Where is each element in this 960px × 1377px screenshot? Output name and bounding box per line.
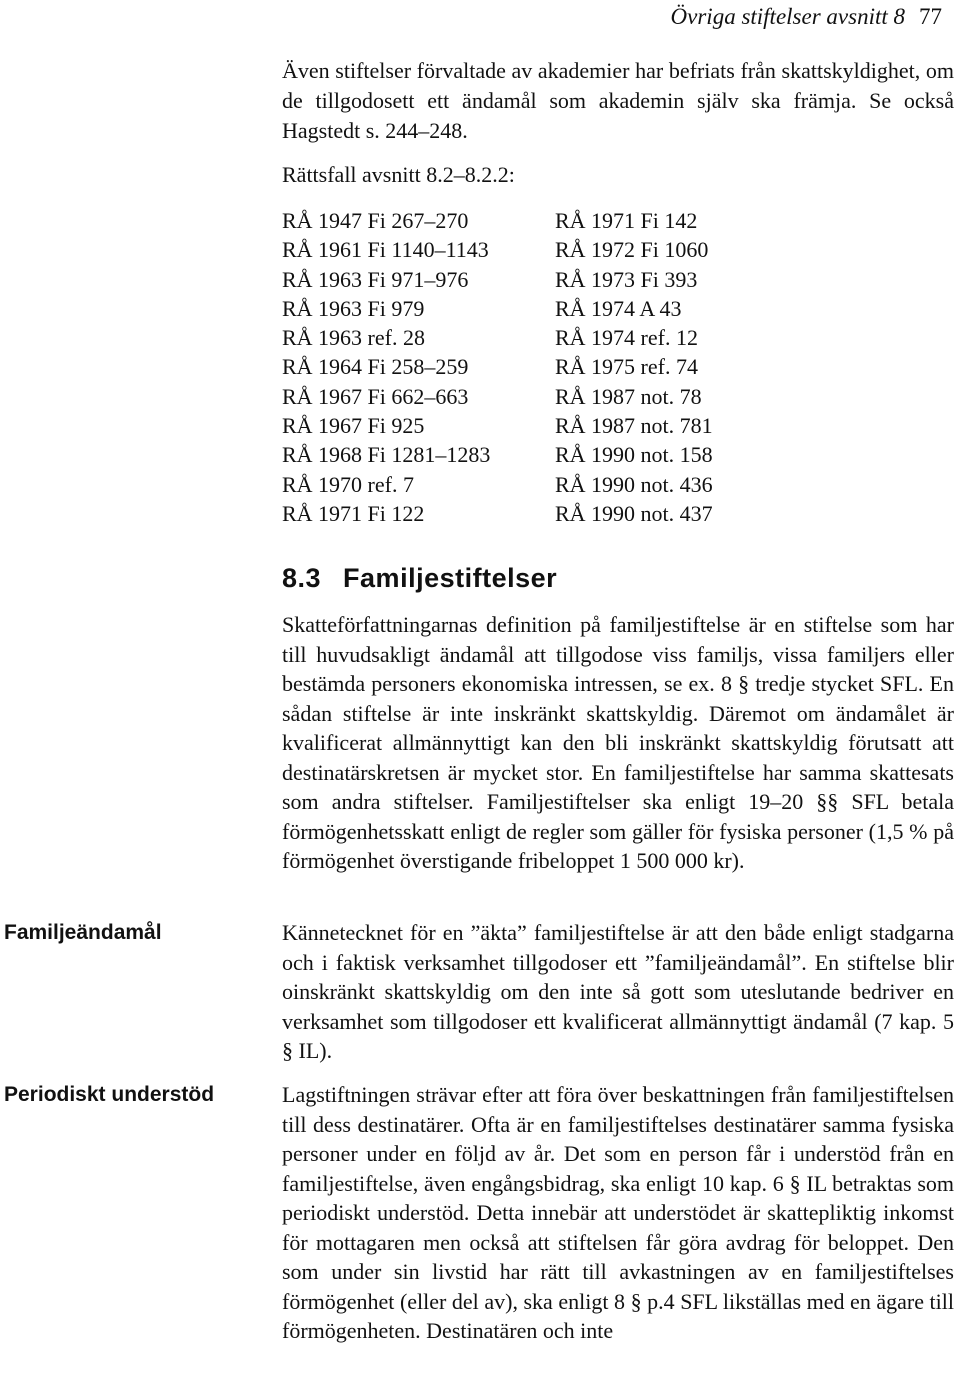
case-reference: RÅ 1963 Fi 979 [282,295,425,321]
case-reference: RÅ 1974 A 43 [555,295,682,321]
running-header-section: Övriga stiftelser avsnitt 8 [670,4,905,29]
case-references-left-column [282,206,490,528]
case-reference: RÅ 1975 ref. 74 [555,354,698,380]
section-number: 8.3 [282,563,322,593]
case-reference: RÅ 1968 Fi 1281–1283 [282,442,491,468]
case-reference: RÅ 1974 ref. 12 [555,325,698,351]
case-reference: RÅ 1990 not. 158 [555,442,713,468]
paragraph-text: Kännetecknet för en ”äkta” familjestiftelse är att den både enligt stadgarna och i faktisk verksamhet tillgodoser ett ”familjeändamål”. En stiftelse blir oinskränkt skattskyldig om den inte så gott som uteslutande bedriver en verksamhet som tillgodoser ett kvalificerat allmännyttigt ändamål (7 kap. 5 § IL). [282,920,954,1063]
body-paragraph-definition [282,610,954,876]
case-reference: RÅ 1967 Fi 662–663 [282,383,469,409]
intro-paragraph [282,56,954,146]
case-reference: RÅ 1990 not. 436 [555,471,713,497]
case-reference: RÅ 1963 Fi 971–976 [282,266,469,292]
margin-note-periodiskt-understod: Periodiskt understöd [4,1083,215,1106]
page-number: 77 [919,4,942,29]
section-title: Familjestiftelser [343,563,558,593]
case-reference: RÅ 1971 Fi 122 [282,500,425,526]
case-reference: RÅ 1987 not. 78 [555,383,702,409]
case-references-heading: Rättsfall avsnitt 8.2–8.2.2: [282,162,515,187]
case-reference: RÅ 1972 Fi 1060 [555,237,709,263]
case-reference: RÅ 1964 Fi 258–259 [282,354,469,380]
intro-text: Även stiftelser förvaltade av akademier har befriats från skattskyldighet, om de tillgodosett ett ändamål som akademin själv ska främja. Se också Hagstedt s. 244–248. [282,58,954,143]
running-header [671,0,942,34]
paragraph-text: Lagstiftningen strävar efter att föra över beskattningen från familjestiftelsen till dess destinatärer. Ofta är en familjestiftelses destinatärer samma fysiska personer under en följd av år. Det som en person får i understöd från en familjestiftelse, även engångsbidrag, ska enligt 10 kap. 6 § IL betraktas som periodiskt understöd. Detta innebär att understödet är skattepliktig inkomst för mottagaren men också att stiftelsen får göra avdrag för beloppet. Den som under sin livstid har rätt till avkastningen av en familjestiftelses förmögenhet (eller del av), ska enligt 8 § p.4 SFL likställas med en ägare till förmögenheten. Destinatären och inte [282,1082,954,1343]
case-reference: RÅ 1963 ref. 28 [282,325,425,351]
margin-note-familjeandamal: Familjeändamål [4,921,162,944]
body-paragraph-periodiskt-understod [282,1080,954,1346]
case-reference: RÅ 1971 Fi 142 [555,208,698,233]
case-references-right-column [555,206,713,528]
case-reference: RÅ 1970 ref. 7 [282,471,414,497]
case-reference: RÅ 1961 Fi 1140–1143 [282,237,489,263]
body-paragraph-familjeandamal [282,918,954,1066]
case-reference: RÅ 1947 Fi 267–270 [282,208,469,233]
case-reference: RÅ 1973 Fi 393 [555,266,698,292]
case-reference: RÅ 1987 not. 781 [555,413,713,439]
case-reference: RÅ 1967 Fi 925 [282,413,425,439]
paragraph-text: Skatteförfattningarnas definition på familjestiftelse är en stiftelse som har till huvudsakligt ändamål att tillgodose viss familjs, vissa familjers eller bestämda personers ekonomiska intressen, se ex. 8 § tredje stycket SFL. En sådan stiftelse är inte inskränkt skattskyldig. Däremot om ändamålet är kvalificerat allmännyttigt kan den bli inskränkt skattskyldig förutsatt att destinatärskretsen är mycket stor. En familjestiftelse har samma skattesats som andra stiftelser. Familjestiftelser ska enligt 19–20 §§ SFL betala förmögenhetsskatt enligt de regler som gäller för fysiska personer (1,5 % på förmögenhet överstigande fribeloppet 1 500 000 kr). [282,612,954,873]
case-reference: RÅ 1990 not. 437 [555,500,713,526]
section-heading [282,560,557,596]
